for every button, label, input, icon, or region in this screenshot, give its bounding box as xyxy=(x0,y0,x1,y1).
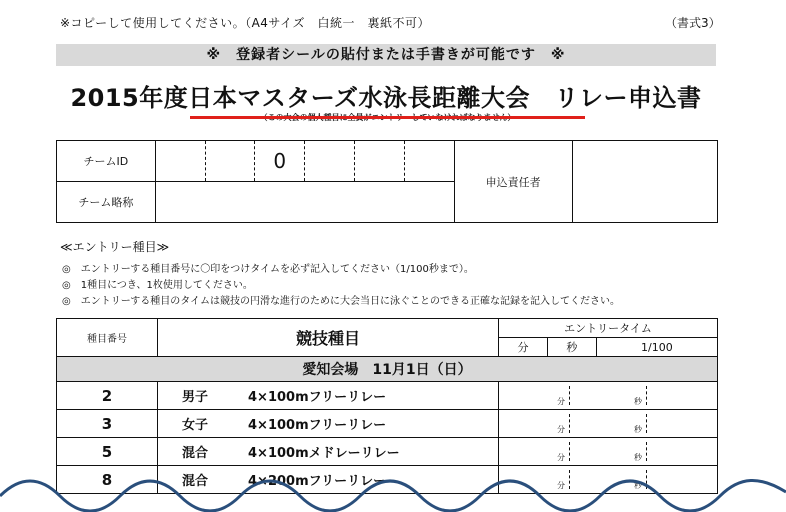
table-row xyxy=(57,438,718,466)
event-sex: 男子 xyxy=(182,390,209,405)
min-unit: 分 xyxy=(557,453,565,462)
event-name xyxy=(158,410,499,438)
event-name xyxy=(158,382,499,410)
torn-edge-wave xyxy=(0,468,786,512)
min-unit: 分 xyxy=(557,397,565,406)
team-name-field[interactable] xyxy=(155,182,454,223)
time-field[interactable] xyxy=(499,382,718,410)
team-info-table xyxy=(56,140,718,223)
team-id-digit[interactable] xyxy=(305,141,355,182)
sec-unit: 秒 xyxy=(634,397,642,406)
wave-line xyxy=(0,480,786,511)
sticker-banner: ※ 登録者シールの貼付または手書きが可能です ※ xyxy=(56,44,716,66)
col-event: 競技種目 xyxy=(158,319,499,357)
team-id-digit[interactable] xyxy=(355,141,405,182)
time-field[interactable] xyxy=(499,410,718,438)
team-id-digit[interactable] xyxy=(205,141,255,182)
col-event-number: 種目番号 xyxy=(57,319,158,357)
event-title: 4×100mフリーリレー xyxy=(248,418,387,433)
min-unit: 分 xyxy=(557,425,565,434)
team-name-label: チーム略称 xyxy=(57,182,156,223)
copy-instruction: ※コピーして使用してください。（A4サイズ 白統一 裏紙不可） xyxy=(60,16,430,30)
instruction-bullet: ◎ エントリーする種目番号に〇印をつけタイムを必ず記入してください（1/100秒まで）。 xyxy=(62,264,474,275)
event-number[interactable]: 2 xyxy=(57,382,158,410)
venue-row: 愛知会場 11月1日（日） xyxy=(57,357,718,382)
divider xyxy=(646,386,647,405)
instruction-bullet: ◎ エントリーする種目のタイムは競技の円滑な進行のために大会当日に泳ぐことのできる正確な記録を記入してください。 xyxy=(62,296,621,307)
col-seconds: 秒 xyxy=(547,338,596,357)
sec-unit: 秒 xyxy=(634,425,642,434)
strike-line xyxy=(190,116,585,119)
col-minutes: 分 xyxy=(499,338,548,357)
team-id-digit[interactable] xyxy=(404,141,454,182)
divider xyxy=(569,414,570,433)
page-title: 2015年度日本マスターズ水泳長距離大会 リレー申込書 xyxy=(70,84,702,112)
responsible-field[interactable] xyxy=(572,141,717,223)
col-entry-time: エントリータイム xyxy=(499,319,718,338)
col-hundredths: 1/100 xyxy=(596,338,717,357)
divider xyxy=(569,386,570,405)
instruction-bullet: ◎ 1種目につき、1枚使用してください。 xyxy=(62,280,253,291)
min-unit: 分 xyxy=(557,481,565,490)
event-sex: 混合 xyxy=(182,474,209,489)
event-number[interactable]: 3 xyxy=(57,410,158,438)
responsible-label: 申込責任者 xyxy=(454,141,572,223)
event-sex: 混合 xyxy=(182,446,209,461)
time-field[interactable] xyxy=(499,438,718,466)
event-title: 4×100mメドレーリレー xyxy=(248,446,400,461)
table-row xyxy=(57,382,718,410)
event-number[interactable]: 5 xyxy=(57,438,158,466)
table-row xyxy=(57,410,718,438)
event-name xyxy=(158,438,499,466)
form-code: （書式3） xyxy=(665,16,721,30)
event-title: 4×200mフリーリレー xyxy=(248,474,387,489)
divider xyxy=(646,442,647,461)
divider xyxy=(646,414,647,433)
event-sex: 女子 xyxy=(182,418,209,433)
sec-unit: 秒 xyxy=(634,481,642,490)
divider xyxy=(569,442,570,461)
team-id-label: チームID xyxy=(57,141,156,182)
team-id-digit[interactable]: 0 xyxy=(255,141,305,182)
entry-section-heading: ≪エントリー種目≫ xyxy=(60,240,170,254)
sec-unit: 秒 xyxy=(634,453,642,462)
event-title: 4×100mフリーリレー xyxy=(248,390,387,405)
team-id-digit[interactable] xyxy=(155,141,205,182)
event-number[interactable]: 8 xyxy=(57,466,158,494)
